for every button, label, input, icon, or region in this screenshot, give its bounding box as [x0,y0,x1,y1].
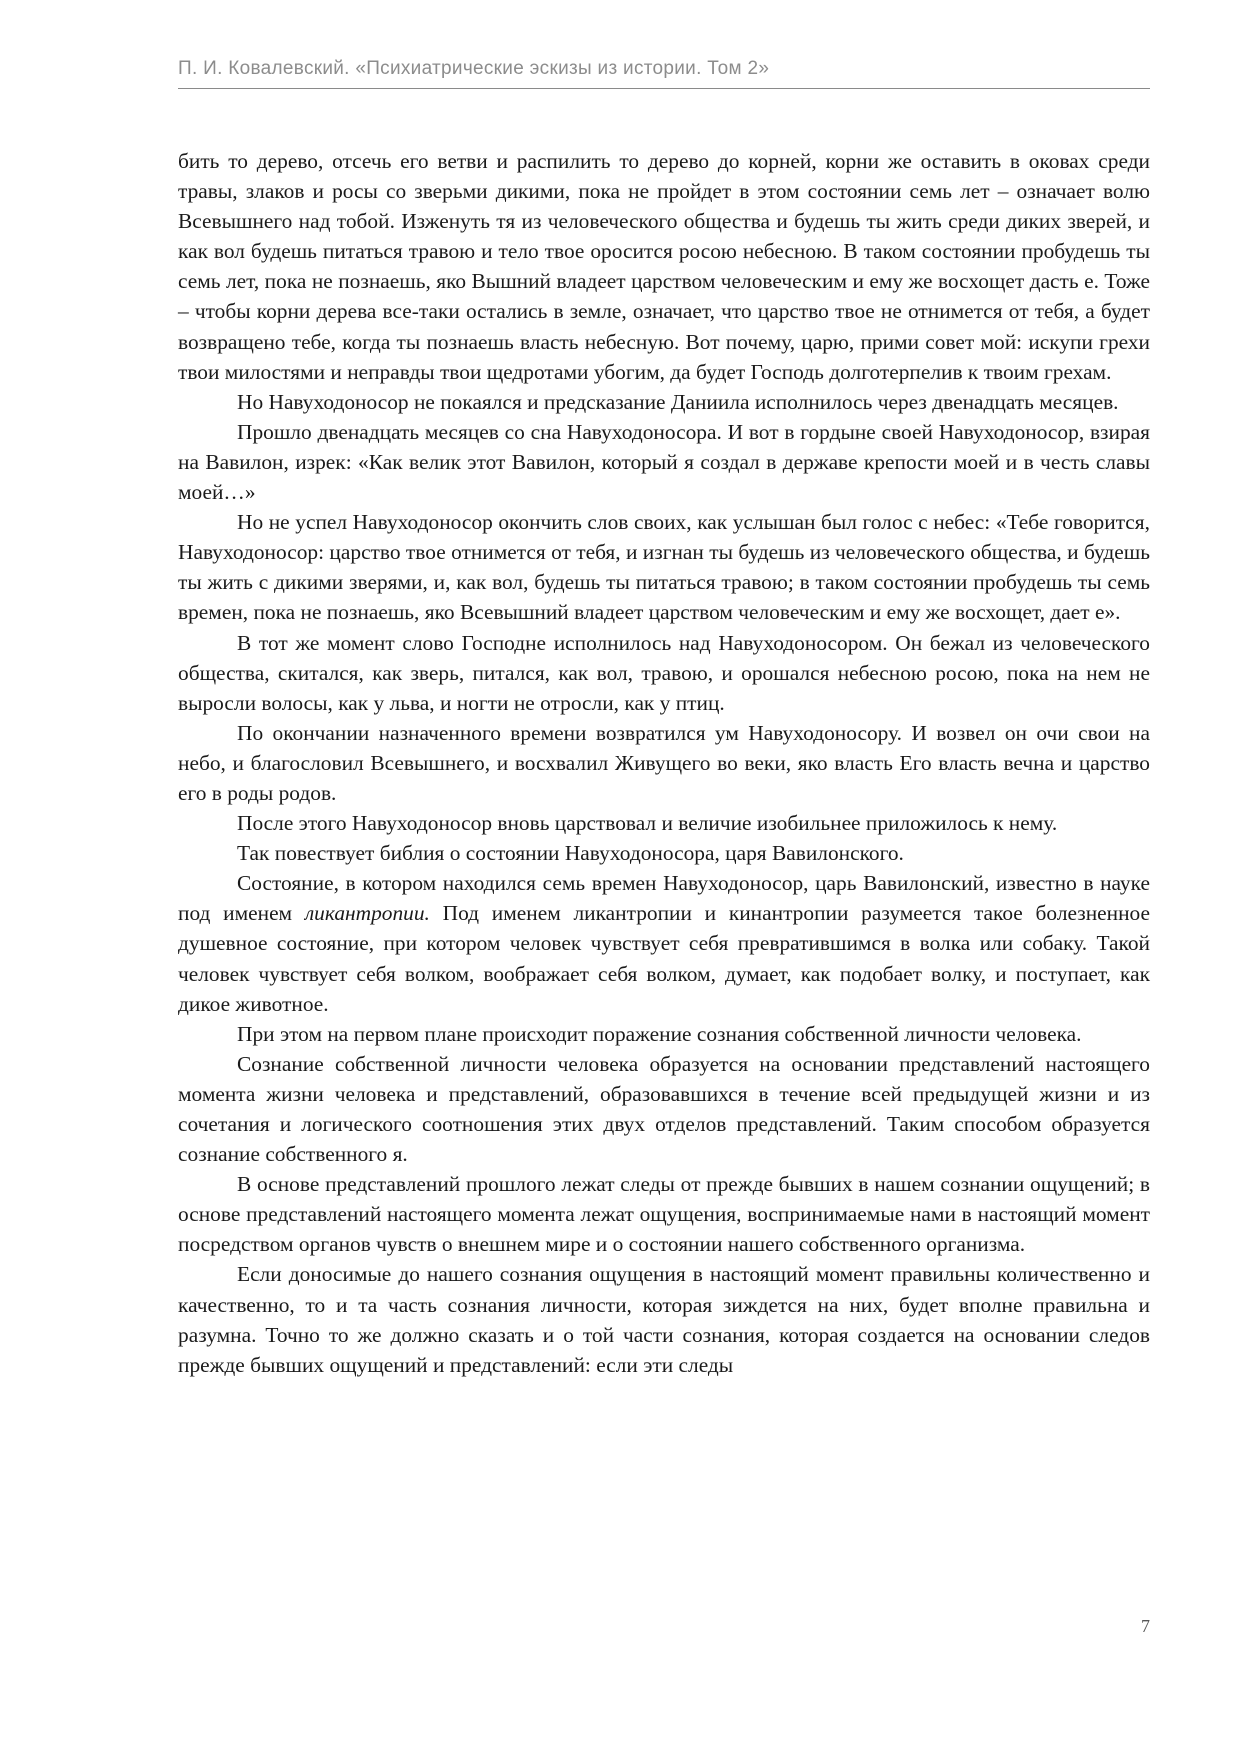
paragraph-8: Так повествует библия о состоянии Навуходоносора, царя Вавилонского. [237,841,904,866]
page-number: 7 [1141,1616,1150,1636]
paragraph-9-end: Под именем ликантропии и кинантропии разумеется такое болезненное душевное состояние, при котором человек чувствует себя превратившимся в волка или собаку. Такой человек чувствует себя волком, воображает себя волком, думает, как подобает волку, и поступает, как дикое животное. [178,901,1150,1016]
header-divider [178,88,1150,89]
paragraph-1: бить то дерево, отсечь его ветви и распилить то дерево до корней, корни же оставить в оковах среди травы, злаков и росы со зверьми дикими, пока не пройдет в этом состоянии семь лет – означает волю Всевышнего над тобой. Изженуть тя из человеческого общества и будешь ты жить среди диких зверей, и как вол будешь питаться травою и тело твое оросится росою небесною. В таком состоянии пробудешь ты семь лет, пока не познаешь, яко Вышний владеет царством человеческим и ему же восхощет дасть е. Тоже – чтобы корни дерева все-таки остались в земле, означает, что царство твое не отнимется от тебя, а будет возвращено тебе, когда ты познаешь власть небесную. Вот почему, царю, прими совет мой: искупи грехи твои милостями и неправды твои щедротами убогим, да будет Господь долготерпелив к твоим грехам. [178,149,1150,384]
paragraph-2: Но Навуходоносор не покаялся и предсказание Даниила исполнилось через двенадцать месяцев. [237,389,1119,414]
paragraph-5: В тот же момент слово Господне исполнилось над Навуходоносором. Он бежал из человеческого общества, скитался, как зверь, питался, как вол, травою, и орошался небесною росою, пока на нем не выросли волосы, как у льва, и ногти не отросли, как у птиц. [178,630,1150,715]
paragraph-9-start: Состояние, в котором находился семь времен Навуходоносор, царь Вавилонский, известно в науке под именем [178,871,1150,926]
paragraph-13: Если доносимые до нашего сознания ощущения в настоящий момент правильны количественно и качественно, то и та часть сознания личности, которая зиждется на них, будет вполне правильна и разумна. Точно то же должно сказать и о той части сознания, которая создается на основании следов прежде бывших ощущений и представлений: если эти следы [178,1262,1150,1377]
paragraph-3: Прошло двенадцать месяцев со сна Навуходоносора. И вот в гордыне своей Навуходоносор, взирая на Вавилон, изрек: «Как велик этот Вавилон, который я создал в державе крепости моей и в честь славы моей…» [178,419,1150,505]
paragraph-12: В основе представлений прошлого лежат следы от прежде бывших в нашем сознании ощущений; в основе представлений настоящего момента лежат ощущения, воспринимаемые нами в настоящий момент посредством органов чувств о внешнем мире и о состоянии нашего собственного организма. [178,1172,1150,1257]
paragraph-6: По окончании назначенного времени возвратился ум Навуходоносору. И возвел он очи свои на небо, и благословил Всевышнего, и восхвалил Живущего во веки, яко власть Его власть вечна и царство его в роды родов. [178,720,1150,805]
term-lycanthropy: ликантропии. [304,901,430,926]
paragraph-11: Сознание собственной личности человека образуется на основании представлений настоящего момента жизни человека и представлений, образовавшихся в течение всей предыдущей жизни и из сочетания и логического соотношения этих двух отделов представлений. Таким способом образуется сознание собственного я. [178,1051,1150,1167]
paragraph-7: После этого Навуходоносор вновь царствовал и величие изобильнее приложилось к нему. [237,811,1058,836]
paragraph-9 [178,868,1150,1018]
running-header: П. И. Ковалевский. «Психиатрические эскизы из истории. Том 2» [178,58,770,79]
paragraph-10: При этом на первом плане происходит поражение сознания собственной личности человека. [237,1021,1082,1046]
paragraph-4: Но не успел Навуходоносор окончить слов своих, как услышан был голос с небес: «Тебе говорится, Навуходоносор: царство твое отнимется от тебя, и изгнан ты будешь из человеческого общества, и будешь ты жить с дикими зверями, и, как вол, будешь ты питаться травою; в таком состоянии пробудешь ты семь времен, пока не познаешь, яко Всевышний владеет царством человеческим и ему же восхощет, дает е». [178,510,1150,625]
body-text [178,146,1150,1380]
